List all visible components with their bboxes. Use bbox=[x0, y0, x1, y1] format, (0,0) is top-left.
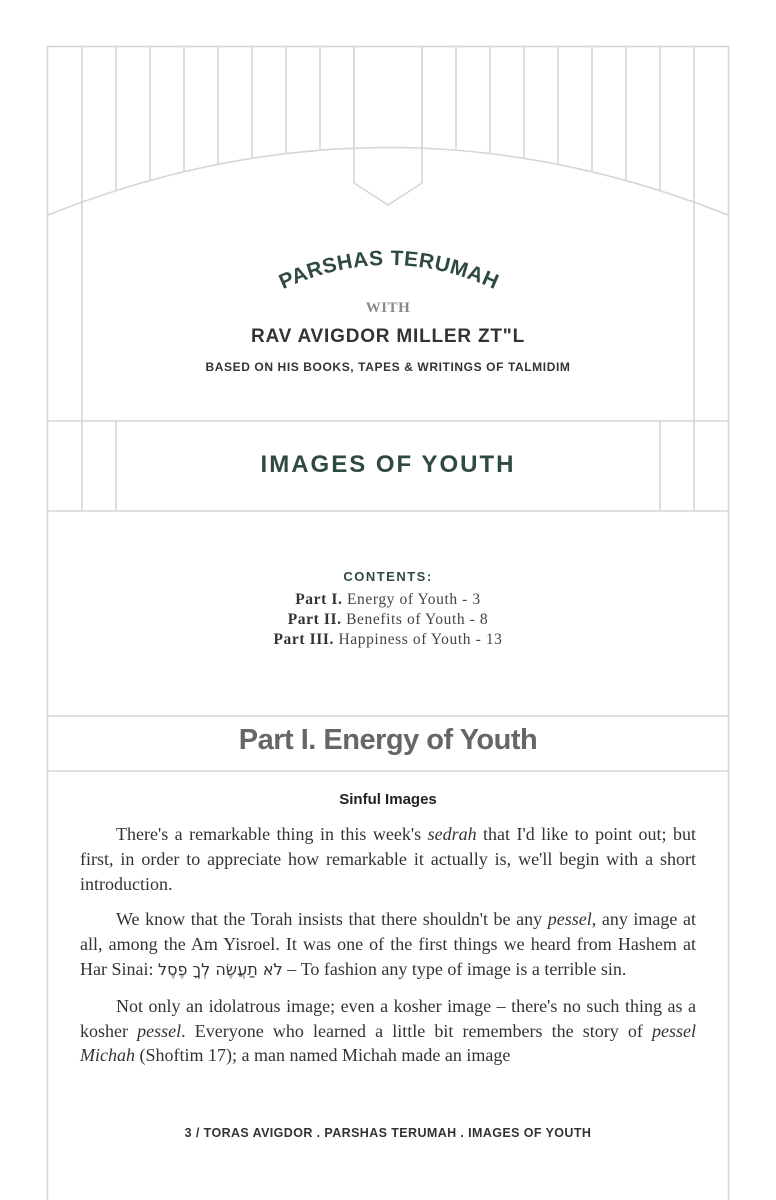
contents-heading: CONTENTS: bbox=[343, 569, 433, 584]
toc-item[interactable] bbox=[0, 591, 776, 609]
author-name: RAV AVIGDOR MILLER ZT"L bbox=[250, 326, 526, 347]
toc-part-label: Part II. bbox=[287, 611, 342, 628]
toc-item-text: Happiness of Youth - 13 bbox=[333, 631, 503, 648]
text: (Shoftim 17); a man named Michah made an image bbox=[134, 1045, 511, 1066]
hebrew-quote: לֹא תַעֲשֶׂה לְךָ פֶסֶל bbox=[158, 959, 283, 979]
text: Not only an idolatrous image; even a kosher image – there's no such thing as a kosher bbox=[80, 995, 696, 1041]
toc-part-label: Part I. bbox=[295, 591, 343, 608]
paragraph bbox=[80, 907, 696, 982]
page-footer: 3 / TORAS AVIGDOR . PARSHAS TERUMAH . IMAGES OF YOUTH bbox=[184, 1126, 592, 1140]
italic-term: sedrah bbox=[427, 824, 477, 844]
text: that I'd like to point out; but first, in order to appreciate how remarkable it actually is, we'll begin with a short introduction. bbox=[80, 824, 696, 894]
text: . Everyone who learned a little bit remembers the story of bbox=[181, 1020, 652, 1041]
document-title: IMAGES OF YOUTH bbox=[260, 451, 516, 478]
italic-term: pessel Michah bbox=[80, 1020, 696, 1066]
svg-text:PARSHAS TERUMAH bbox=[276, 247, 503, 294]
based-on-line: BASED ON HIS BOOKS, TAPES & WRITINGS OF TALMIDIM bbox=[205, 360, 571, 374]
italic-term: pessel bbox=[547, 909, 592, 930]
paragraph bbox=[80, 822, 696, 896]
toc-item-text: Energy of Youth - 3 bbox=[342, 591, 481, 608]
toc-part-label: Part III. bbox=[273, 631, 334, 648]
text: There's a remarkable thing in this week's bbox=[116, 824, 428, 844]
with-label: WITH bbox=[365, 300, 411, 316]
section-title: Part I. Energy of Youth bbox=[238, 724, 538, 756]
series-title: PARSHAS TERUMAH bbox=[275, 246, 503, 294]
italic-term: pessel bbox=[137, 1020, 182, 1041]
toc-item[interactable] bbox=[0, 611, 776, 629]
toc-item[interactable] bbox=[0, 631, 776, 649]
section-subtitle: Sinful Images bbox=[339, 791, 437, 808]
paragraph bbox=[80, 994, 696, 1068]
text: , any image at all, among the Am Yisroel. It was one of the first things we heard from Hashem at Har Sinai: bbox=[80, 909, 696, 979]
text: – To fashion any type of image is a terrible sin. bbox=[282, 958, 627, 979]
body-text bbox=[80, 822, 696, 1068]
toc-item-text: Benefits of Youth - 8 bbox=[341, 611, 489, 628]
text: We know that the Torah insists that there shouldn't be any bbox=[116, 909, 548, 930]
